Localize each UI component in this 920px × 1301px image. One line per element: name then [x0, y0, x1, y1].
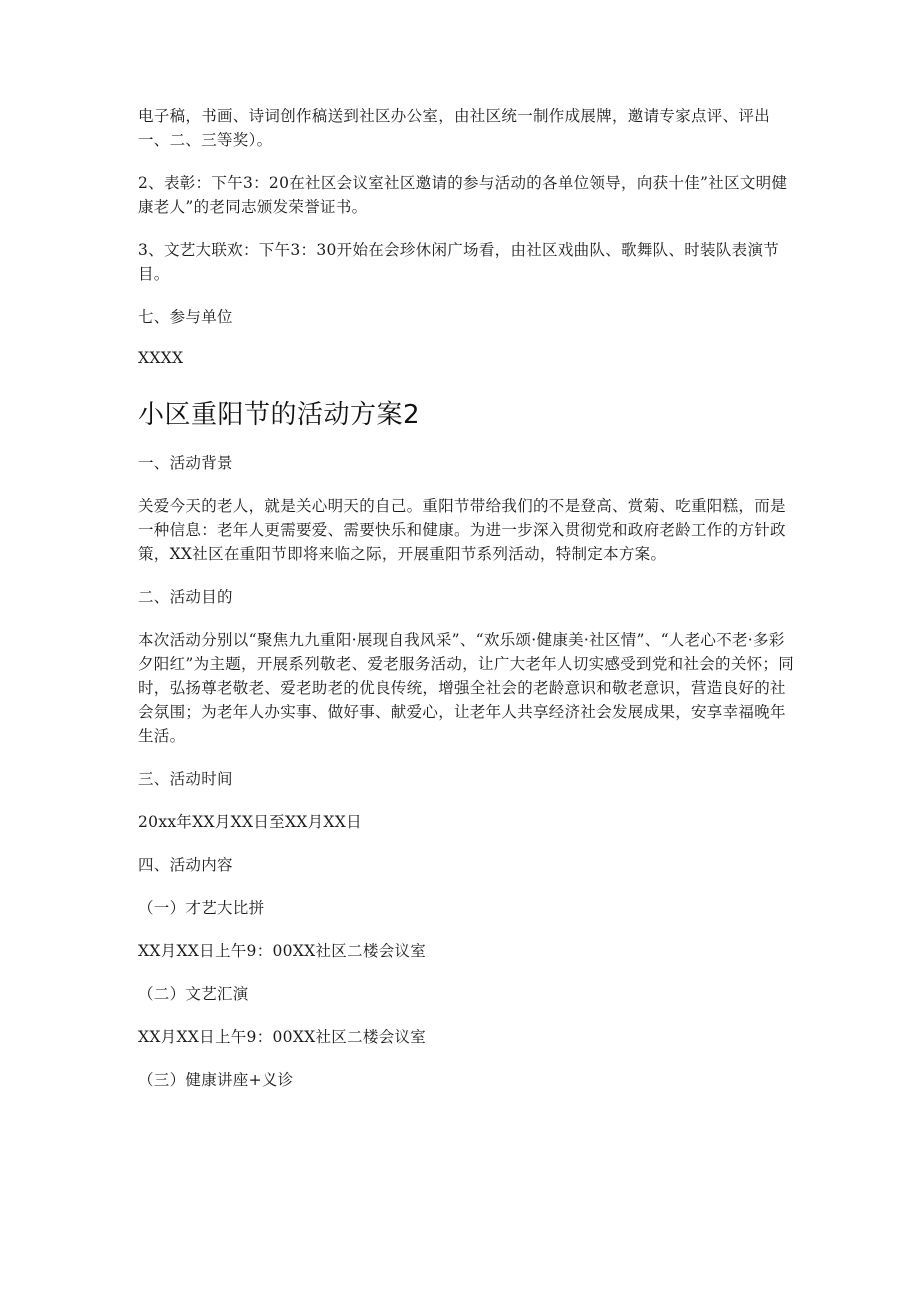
- activity-3-label: （三）健康讲座+义诊: [138, 1071, 294, 1089]
- section-2-body: 本次活动分别以“聚焦九九重阳·展现自我风采”、“欢乐颂·健康美·社区情”、“人老心不老·多彩夕阳红”为主题，开展系列敬老、爱老服务活动，让广大老年人切实感受到党和社会的关怀；同时，弘扬尊老敬老、爱老助老的优良传统，增强全社会的老龄意识和敬老意识，营造良好的社会氛围；为老年人办实事、做好事、献爱心，让老年人共享经济社会发展成果，安享幸福晚年生活。: [138, 631, 795, 745]
- activity-1-detail: XX月XX日上午9：00XX社区二楼会议室: [138, 942, 427, 960]
- activity-1-label: （一）才艺大比拼: [138, 899, 265, 917]
- document-page: [138, 104, 798, 1092]
- section-7-heading: 七、参与单位: [138, 308, 233, 326]
- activity-2-detail: XX月XX日上午9：00XX社区二楼会议室: [138, 1028, 427, 1046]
- item-3-art-gala: 3、文艺大联欢：下午3：30开始在会珍休闲广场看，由社区戏曲队、歌舞队、时装队表演节目。: [138, 241, 780, 283]
- section-4-heading: 四、活动内容: [138, 856, 233, 874]
- section-3-body: 20xx年XX月XX日至XX月XX日: [138, 813, 362, 831]
- activity-2-label: （二）文艺汇演: [138, 985, 249, 1003]
- section-7-value: XXXX: [138, 349, 184, 367]
- plan-2-title: 小区重阳节的活动方案2: [138, 400, 421, 430]
- section-2-heading: 二、活动目的: [138, 588, 233, 606]
- award-paragraph: 电子稿，书画、诗词创作稿送到社区办公室，由社区统一制作成展牌，邀请专家点评、评出一、二、三等奖）。: [138, 107, 771, 149]
- section-1-heading: 一、活动背景: [138, 454, 233, 472]
- section-3-heading: 三、活动时间: [138, 770, 233, 788]
- section-1-body: 关爱今天的老人，就是关心明天的自己。重阳节带给我们的不是登高、赏菊、吃重阳糕，而是一种信息：老年人更需要爱、需要快乐和健康。为进一步深入贯彻党和政府老龄工作的方针政策，XX社区在重阳节即将来临之际，开展重阳节系列活动，特制定本方案。: [138, 497, 786, 563]
- item-2-commendation: 2、表彰：下午3：20在社区会议室社区邀请的参与活动的各单位领导，向获十佳”社区文明健康老人”的老同志颁发荣誉证书。: [138, 174, 788, 216]
